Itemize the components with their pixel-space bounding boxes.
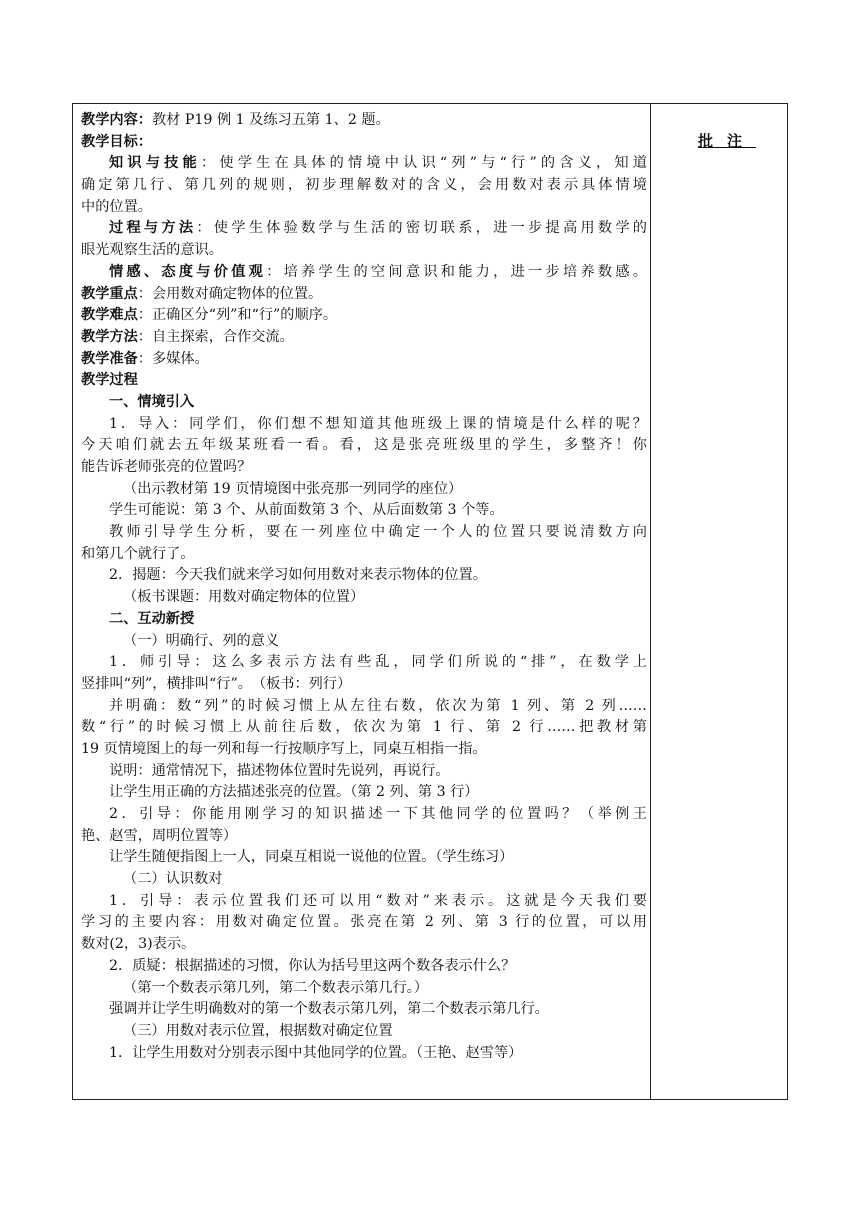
- bold-label: 教学过程: [81, 372, 138, 389]
- text-line: [81, 522, 647, 544]
- lesson-plan-table: [72, 103, 788, 1100]
- line-text: ：使学生体验数学与生活的密切联系，进一步提高用数学的: [196, 220, 647, 237]
- bold-label: 教学重点: [81, 285, 138, 302]
- line-text: ：培养学生的空间意识和能力，进一步培养数感。: [266, 263, 647, 280]
- bold-label: 教学准备: [81, 350, 138, 367]
- text-line: [81, 956, 647, 978]
- line-text: 1．让学生用数对分别表示图中其他同学的位置。（王艳、赵雪等）: [109, 1044, 523, 1061]
- bold-label: 一、情境引入: [109, 393, 195, 410]
- text-line: [81, 305, 647, 327]
- line-text: 今天咱们就去五年级某班看一看。看，这是张亮班级里的学生，多整齐！你: [81, 437, 647, 454]
- text-line: [81, 739, 647, 761]
- line-text: 让学生随便指图上一人，同桌互相说一说他的位置。（学生练习）: [109, 849, 514, 866]
- text-line: [81, 696, 647, 718]
- line-text: 眼光观察生活的意识。: [81, 242, 223, 259]
- line-text: 学习的主要内容：用数对确定位置。张亮在第 2 列、第 3 行的位置，可以用: [81, 914, 647, 931]
- text-line: [81, 912, 647, 934]
- bold-label: 过程与方法: [109, 220, 197, 237]
- text-line: [81, 414, 647, 436]
- text-line: [81, 457, 647, 479]
- text-line: [81, 674, 647, 696]
- text-line: [81, 978, 647, 1000]
- text-line: [81, 392, 647, 414]
- text-line: [81, 500, 647, 522]
- line-text: 数对(2，3)表示。: [81, 936, 196, 953]
- text-line: [81, 370, 647, 392]
- text-line: [81, 240, 647, 262]
- line-text: ：会用数对确定物体的位置。: [137, 285, 323, 302]
- line-text: ：使学生在具体的情境中认识“列”与“行”的含义，知道: [200, 155, 647, 172]
- line-text: 并明确：数“列”的时候习惯上从左往右数，依次为第 1 列、第 2 列……: [109, 697, 647, 714]
- bold-label: 知识与技能: [109, 155, 201, 172]
- line-text: 强调并让学生明确数对的第一个数表示第几列，第二个数表示第几行。: [109, 1001, 549, 1018]
- text-line: [81, 631, 647, 653]
- line-text: 教师引导学生分析，要在一列座位中确定一个人的位置只要说清数方向: [109, 524, 647, 541]
- line-text: 让学生用正确的方法描述张亮的位置。（第 2 列、第 3 行）: [109, 784, 479, 801]
- text-line: [81, 175, 647, 197]
- text-line: [81, 544, 647, 566]
- text-line: [81, 262, 647, 284]
- text-line: [81, 609, 647, 631]
- annotation-header-label: 批注: [697, 132, 756, 150]
- text-line: [81, 717, 647, 739]
- text-line: [81, 1043, 647, 1065]
- line-text: 1．引导：表示位置我们还可以用“数对”来表示。这就是今天我们要: [109, 892, 647, 909]
- text-line: [81, 652, 647, 674]
- text-line: [81, 132, 647, 154]
- line-text: （一）明确行、列的意义: [123, 632, 280, 649]
- line-text: （板书课题：用数对确定物体的位置）: [123, 589, 365, 606]
- bold-label: 教学内容：: [81, 112, 152, 128]
- text-line: [81, 869, 647, 891]
- text-line: [81, 587, 647, 609]
- text-line: [81, 999, 647, 1021]
- line-text: 确定第几行、第几列的规则，初步理解数对的含义，会用数对表示具体情境: [81, 177, 647, 194]
- line-text: 和第几个就行了。: [81, 545, 195, 562]
- line-text: ：多媒体。: [137, 350, 209, 367]
- line-text: 说明：通常情况下，描述物体位置时先说列，再说行。: [109, 762, 450, 779]
- text-line: [81, 197, 647, 219]
- line-text: 数“行”的时候习惯上从前往后数，依次为第 1 行、第 2 行……把教材第: [81, 719, 647, 736]
- line-text: ：正确区分“列”和“行”的顺序。: [137, 307, 338, 324]
- line-text: 1．导入：同学们，你们想不想知道其他班级上课的情境是什么样的呢？: [109, 415, 647, 432]
- line-text: 2．质疑：根据描述的习惯，你认为括号里这两个数各表示什么？: [109, 957, 516, 974]
- text-line: [81, 435, 647, 457]
- text-line: [81, 891, 647, 913]
- text-line: [81, 327, 647, 349]
- text-line: [81, 565, 647, 587]
- line-text: （出示教材第 19 页情境图中张亮那一列同学的座位）: [123, 480, 463, 497]
- column-divider: [650, 104, 651, 1099]
- line-text: （第一个数表示第几列，第二个数表示第几行。）: [123, 979, 429, 996]
- annotation-column-header: [651, 130, 789, 151]
- line-text: 2．引导：你能用刚学习的知识描述一下其他同学的位置吗？（举例王: [109, 806, 647, 822]
- text-line: [81, 826, 647, 848]
- line-text: ：自主探索，合作交流。: [137, 328, 294, 345]
- bold-label: 教学目标：: [81, 133, 152, 150]
- line-text: 1．师引导：这么多表示方法有些乱，同学们所说的“排”，在数学上: [109, 654, 647, 671]
- line-text: 学生可能说：第 3 个、从前面数第 3 个、从后面数第 3 个等。: [109, 502, 504, 519]
- bold-label: 情感、态度与价值观: [109, 263, 267, 280]
- text-line: [81, 761, 647, 783]
- text-line: [81, 934, 647, 956]
- bold-label: 教学难点: [81, 307, 138, 324]
- text-line: [81, 804, 647, 826]
- text-line: [81, 847, 647, 869]
- bold-label: 二、互动新授: [109, 610, 195, 627]
- line-text: （三）用数对表示位置，根据数对确定位置: [123, 1022, 393, 1039]
- line-text: 19 页情境图上的每一列和每一行按顺序写上，同桌互相指一指。: [81, 740, 487, 757]
- line-text: 艳、赵雪，周明位置等）: [81, 827, 238, 844]
- text-line: [81, 349, 647, 371]
- line-text: 竖排叫“列”，横排叫“行”。 （板书：列行）: [81, 675, 352, 692]
- text-line: [81, 218, 647, 240]
- line-text: 2．揭题：今天我们就来学习如何用数对来表示物体的位置。: [109, 567, 487, 584]
- text-line: [81, 284, 647, 306]
- text-line: [81, 110, 647, 132]
- line-text: （二）认识数对: [123, 871, 223, 888]
- line-text: 中的位置。: [81, 198, 152, 215]
- text-line: [81, 479, 647, 501]
- bold-label: 教学方法: [81, 328, 138, 345]
- text-line: [81, 153, 647, 175]
- lesson-content-cell: [81, 110, 647, 1064]
- text-line: [81, 782, 647, 804]
- line-text: 能告诉老师张亮的位置吗？: [81, 459, 252, 475]
- line-text: 教材 P19 例 1 及练习五第 1、2 题。: [151, 112, 390, 128]
- text-line: [81, 1021, 647, 1043]
